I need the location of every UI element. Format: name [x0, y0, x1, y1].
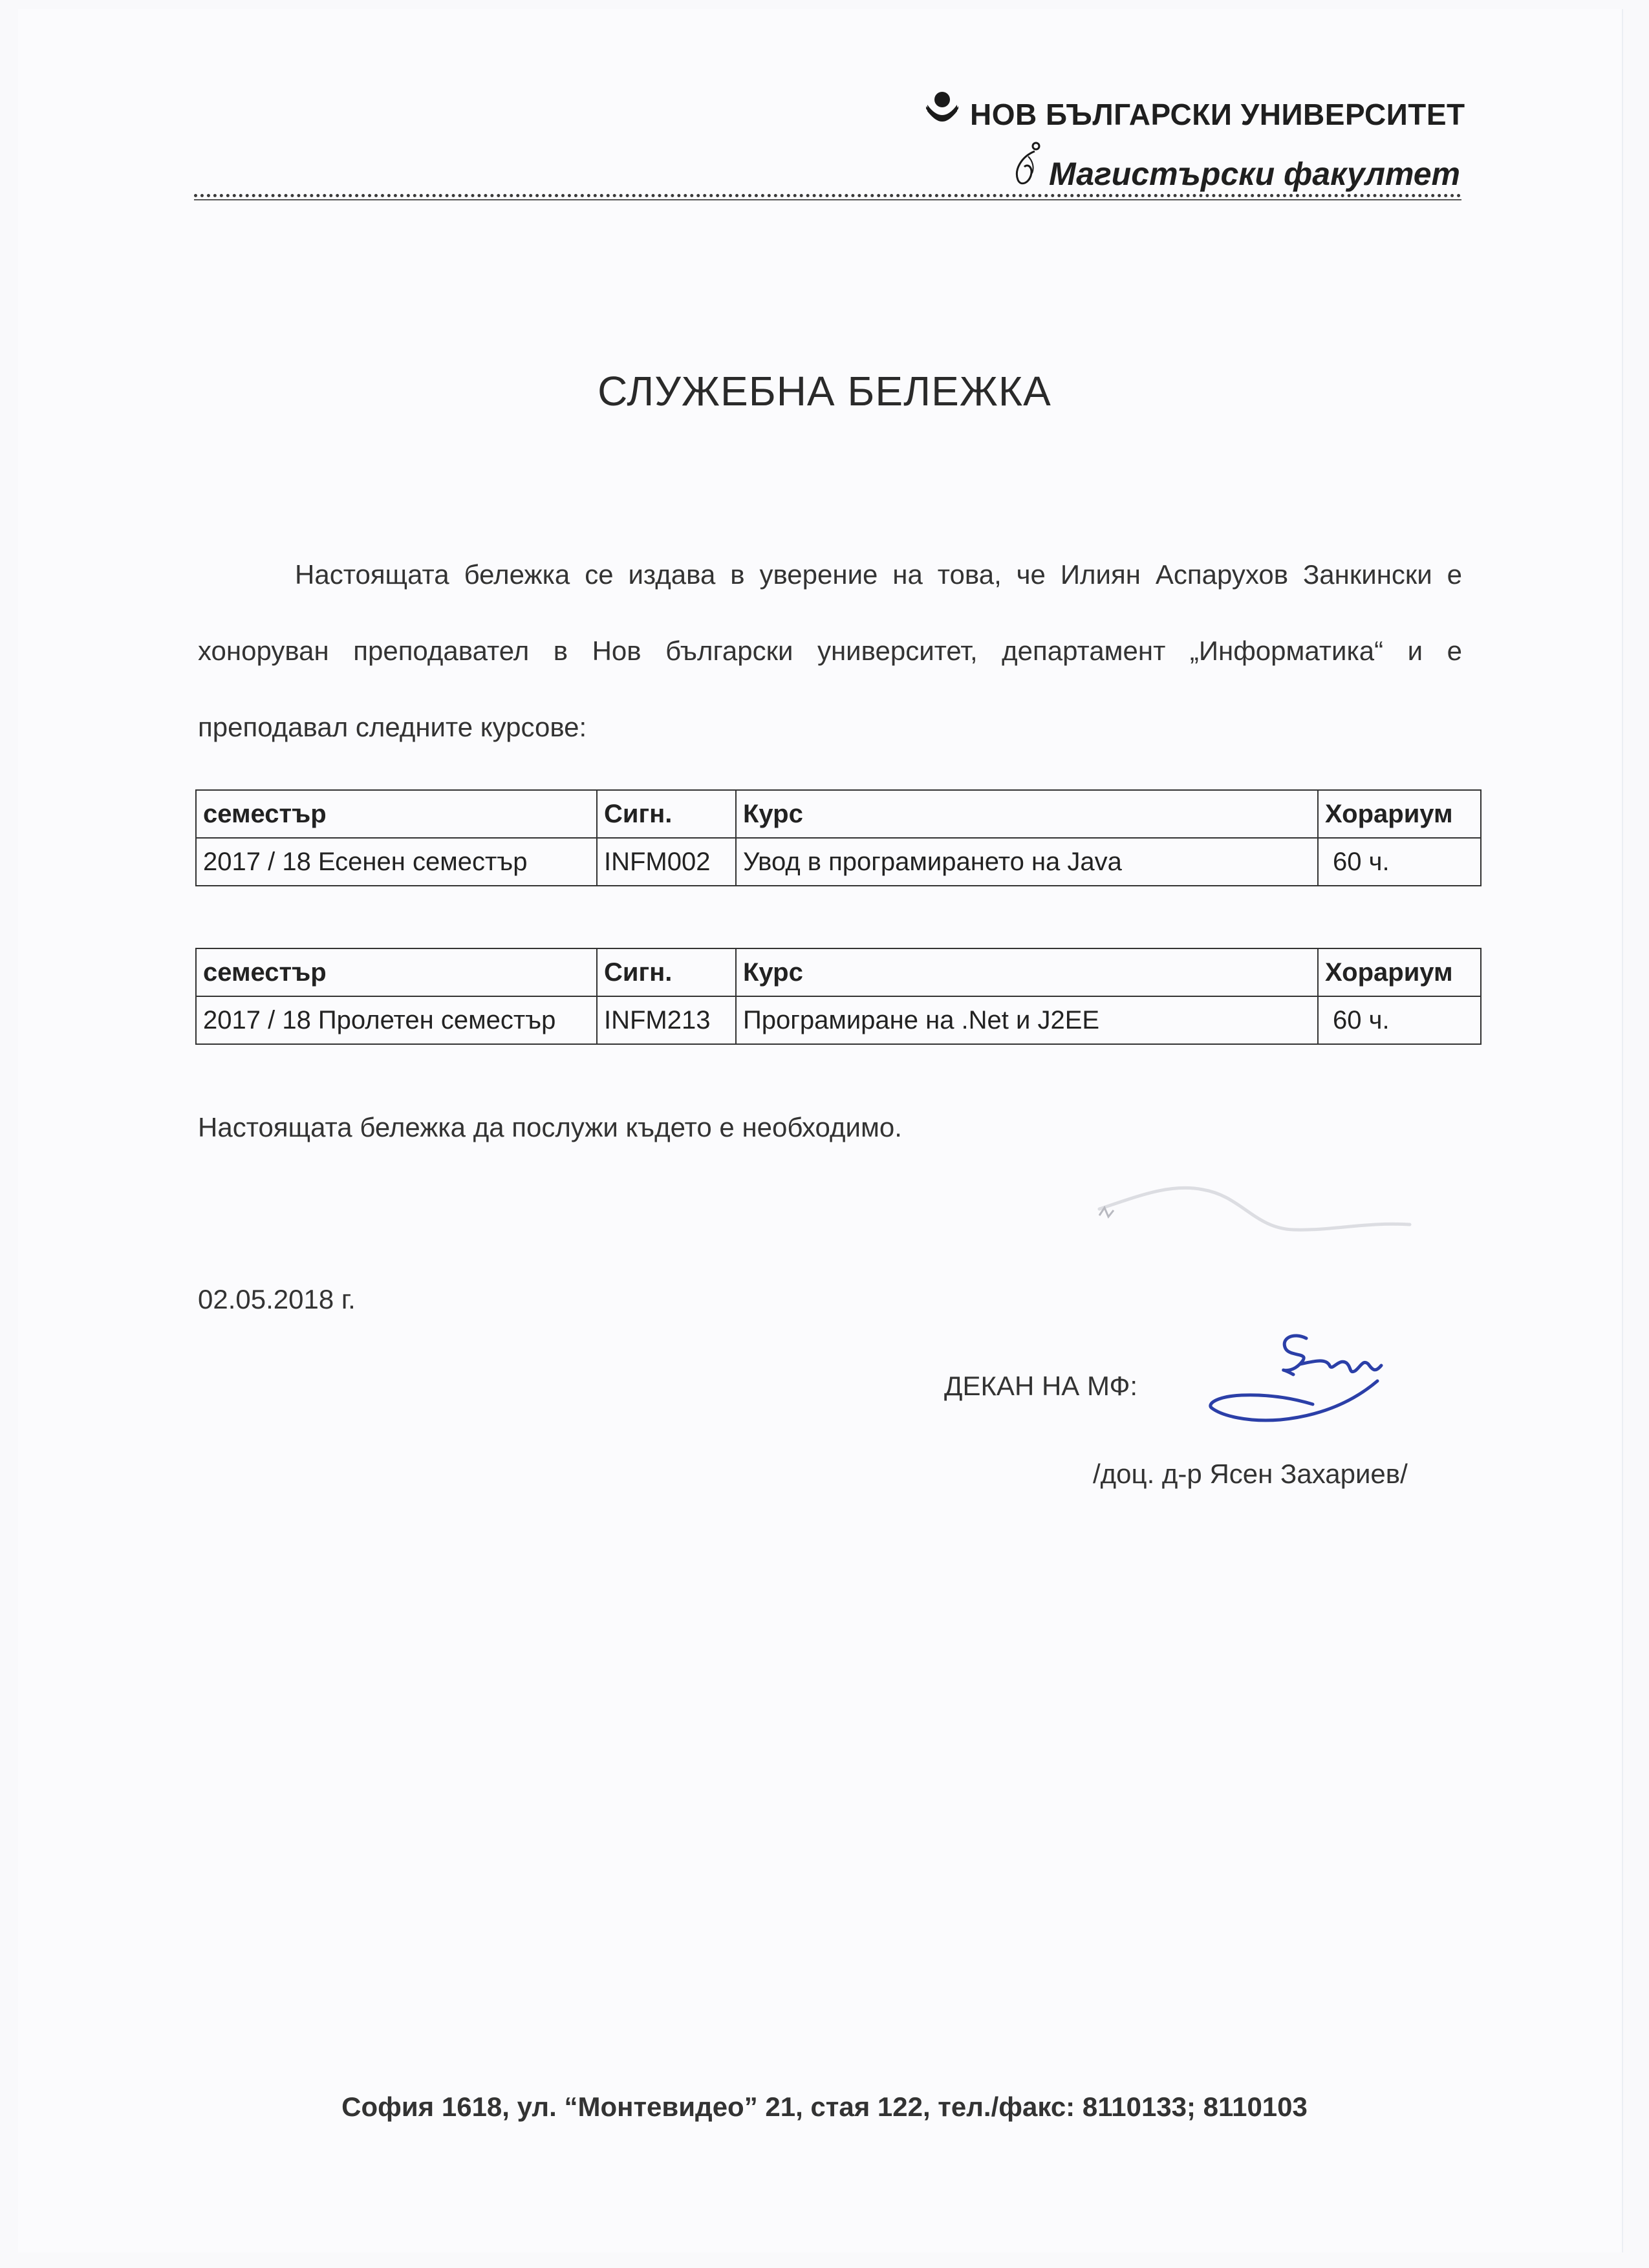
- closing-sentence: Настоящата бележка да послужи където е необходимо.: [198, 1112, 902, 1142]
- table-header-row: [196, 948, 1481, 996]
- body-paragraph: [198, 537, 1462, 765]
- column-header-hours: Хорариум: [1318, 948, 1481, 996]
- column-header-hours: Хорариум: [1318, 790, 1481, 838]
- courses-table-1: [195, 789, 1482, 886]
- cell-hours: 60 ч.: [1318, 996, 1481, 1044]
- column-header-course: Курс: [736, 948, 1318, 996]
- cell-semester: 2017 / 18 Есенен семестър: [196, 838, 597, 886]
- column-header-code: Сигн.: [597, 948, 736, 996]
- faculty-name: Магистърски факултет: [1049, 156, 1461, 192]
- table-row: [196, 838, 1481, 886]
- column-header-semester: семестър: [196, 790, 597, 838]
- footer-address: София 1618, ул. “Монтевидео” 21, стая 122, тел./факс: 8110133; 8110103: [341, 2091, 1308, 2122]
- column-header-course: Курс: [736, 790, 1318, 838]
- courses-table-2: [195, 948, 1482, 1045]
- body-paragraph-text: Настоящата бележка се издава в уверение на това, че Илиян Аспарухов Занкински е хоноруван преподавател в Нов български университет, департамент „Информатика“ и е преподавал следните курсове:: [198, 559, 1462, 742]
- cell-semester: 2017 / 18 Пролетен семестър: [196, 996, 597, 1044]
- document-title: СЛУЖЕБНА БЕЛЕЖКА: [598, 368, 1051, 414]
- faculty-emblem-icon: [1009, 141, 1051, 193]
- dean-name: /доц. д-р Ясен Захариев/: [1093, 1459, 1408, 1489]
- cell-hours: 60 ч.: [1318, 838, 1481, 886]
- paper-smudge: [1061, 1157, 1449, 1248]
- dean-label: ДЕКАН НА МФ:: [944, 1371, 1138, 1401]
- handwritten-signature: [1203, 1319, 1423, 1448]
- university-name: НОВ БЪЛГАРСКИ УНИВЕРСИТЕТ: [970, 98, 1465, 131]
- header-divider-line: [194, 199, 1461, 200]
- cell-course: Програмиране на .Net и J2EE: [736, 996, 1318, 1044]
- cell-code: INFM213: [597, 996, 736, 1044]
- column-header-semester: семестър: [196, 948, 597, 996]
- university-logo-icon: [923, 89, 961, 125]
- issue-date: 02.05.2018 г.: [198, 1284, 356, 1314]
- cell-course: Увод в програмирането на Java: [736, 838, 1318, 886]
- table-row: [196, 996, 1481, 1044]
- cell-code: INFM002: [597, 838, 736, 886]
- header-divider: [194, 194, 1461, 197]
- table-header-row: [196, 790, 1481, 838]
- column-header-code: Сигн.: [597, 790, 736, 838]
